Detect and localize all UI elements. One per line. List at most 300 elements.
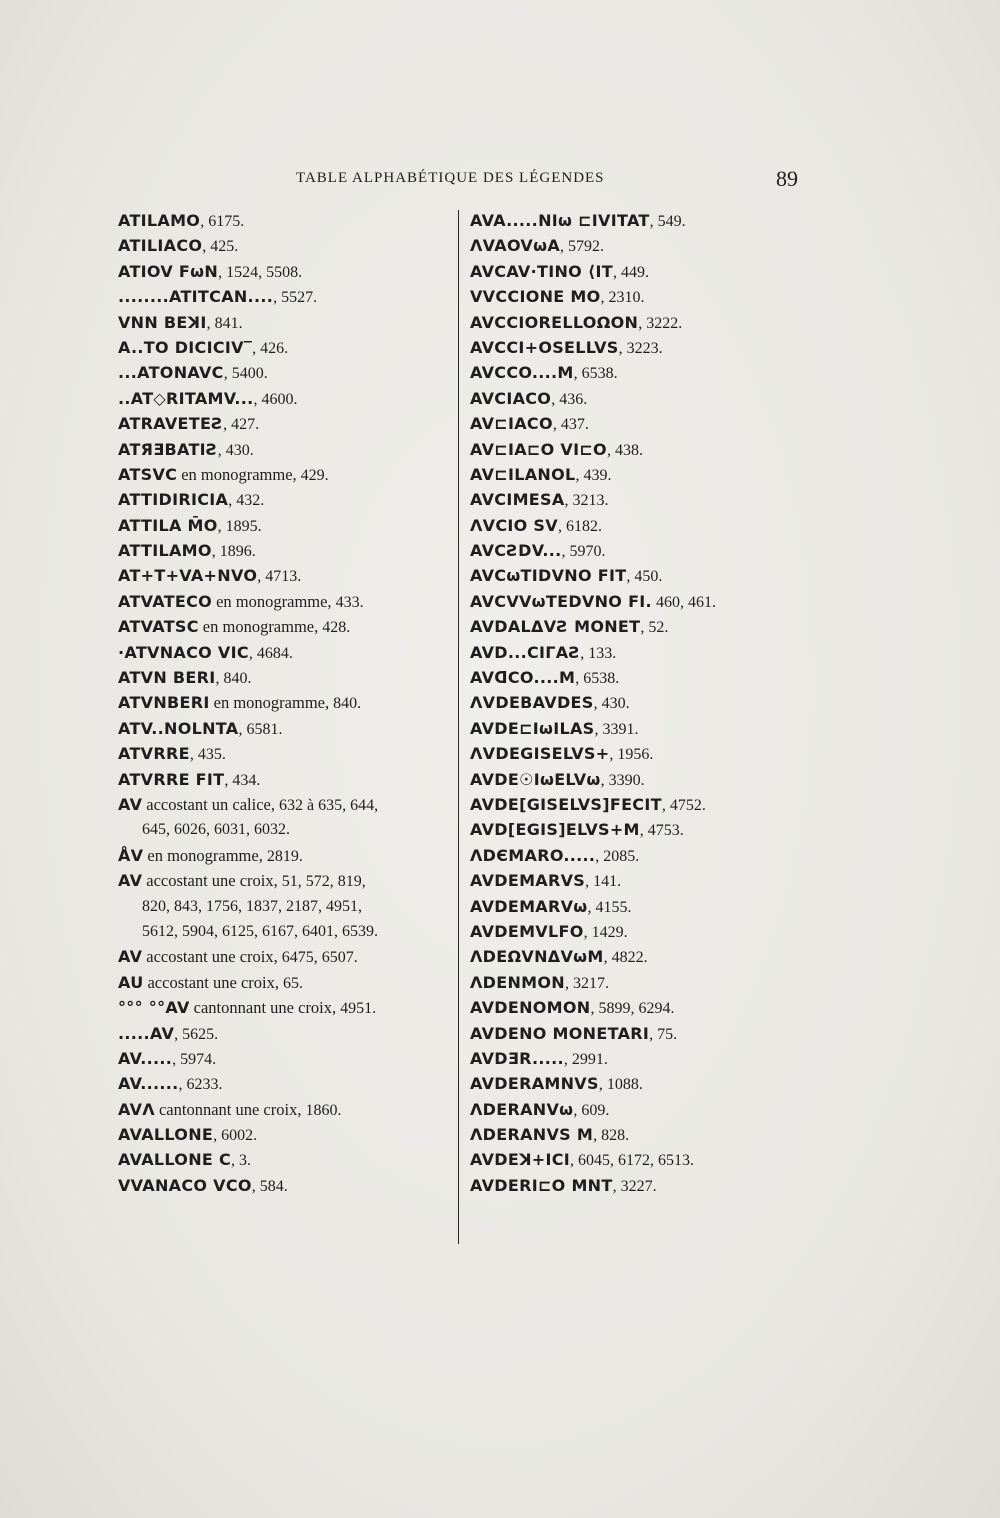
- entry-separator: ,: [228, 492, 237, 510]
- entry-legend: ΛDERANVS M: [470, 1125, 594, 1145]
- index-entry: [470, 335, 830, 360]
- index-entry: [470, 716, 830, 741]
- entry-legend: ATVATSC: [118, 617, 199, 637]
- entry-legend: AVDEMVLFO: [470, 921, 584, 941]
- entry-separator: ,: [565, 974, 573, 992]
- entry-references: 840.: [223, 670, 252, 688]
- index-entry: [118, 894, 458, 919]
- entry-separator: ,: [640, 619, 649, 637]
- entry-references: 5792.: [568, 238, 605, 256]
- entry-separator: ,: [238, 720, 247, 738]
- entry-references: 2991.: [571, 1050, 608, 1068]
- entry-separator: ,: [661, 796, 670, 814]
- entry-separator: ,: [600, 289, 609, 307]
- index-entry: [118, 462, 458, 487]
- entry-references: 3222.: [646, 314, 683, 332]
- entry-separator: ,: [564, 492, 573, 510]
- entry-legend: ATV..NOLNTA: [118, 718, 239, 738]
- index-entry: [118, 970, 458, 995]
- index-entry: [118, 665, 458, 690]
- entry-legend: AVCVVωTEDVNO FI.: [470, 591, 652, 611]
- entry-separator: ,: [223, 416, 232, 434]
- entry-separator: ,: [593, 1127, 602, 1145]
- entry-legend: AVDENOMON: [470, 998, 591, 1018]
- entry-separator: ,: [560, 238, 569, 256]
- entry-separator: ,: [575, 670, 584, 688]
- entry-separator: ,: [215, 670, 224, 688]
- entry-references: 450.: [634, 568, 663, 586]
- index-entry: [470, 1173, 830, 1198]
- entry-separator: ,: [609, 746, 618, 764]
- entry-references: 434.: [232, 771, 261, 789]
- entry-separator: ,: [253, 390, 262, 408]
- entry-separator: ,: [587, 898, 596, 916]
- entry-references: 3390.: [608, 771, 645, 789]
- entry-legend: .....AV: [118, 1023, 175, 1043]
- entry-legend: AVDEMARVω: [470, 896, 588, 916]
- entry-separator: ,: [213, 1127, 222, 1145]
- entry-legend: °°° °°AV: [118, 998, 190, 1018]
- index-entry: [118, 843, 458, 868]
- index-entry: [118, 538, 458, 563]
- entry-note: en monogramme,: [216, 591, 332, 611]
- entry-references: 427.: [231, 416, 260, 434]
- entry-legend: AVCIACO: [470, 388, 552, 408]
- entry-references: 3227.: [620, 1177, 657, 1195]
- index-entry: [470, 995, 830, 1020]
- entry-references: 436.: [559, 390, 588, 408]
- entry-legend: ÅV: [118, 845, 144, 865]
- index-entry: [470, 1122, 830, 1147]
- entry-references: 2819.: [266, 847, 303, 865]
- entry-legend: AVCIMESA: [470, 490, 565, 510]
- index-entry: [118, 1021, 458, 1046]
- entry-legend: ATVN BERI: [118, 668, 216, 688]
- entry-separator: ,: [257, 568, 266, 586]
- entry-legend: AV......: [118, 1074, 179, 1094]
- entry-separator: ,: [224, 771, 233, 789]
- entry-legend: AVCCO....M: [470, 363, 574, 383]
- entry-references: 426.: [260, 339, 289, 357]
- entry-legend: ΛVCIO SV: [470, 515, 558, 535]
- entry-separator: ,: [218, 263, 227, 281]
- entry-separator: ,: [206, 314, 215, 332]
- entry-legend: AVDALΔVƧ MONET: [470, 617, 641, 637]
- entry-references: 6002.: [221, 1127, 258, 1145]
- entry-legend: AV: [118, 794, 143, 814]
- entry-references: 75.: [657, 1025, 678, 1043]
- index-entry: [470, 487, 830, 512]
- index-entry: [470, 868, 830, 893]
- entry-references: 429.: [300, 466, 329, 484]
- entry-note: accostant une croix,: [146, 947, 278, 967]
- index-entry: [118, 411, 458, 436]
- entry-legend: ATVRRE: [118, 744, 190, 764]
- index-entry: [470, 208, 830, 233]
- entry-separator: ,: [223, 365, 232, 383]
- entry-references: 6045, 6172, 6513.: [578, 1152, 695, 1170]
- entry-separator: ,: [557, 517, 566, 535]
- index-entry: [118, 716, 458, 741]
- entry-legend: AT+T+VA+NVO: [118, 566, 258, 586]
- entry-legend: ΛVDEBAVDES: [470, 693, 594, 713]
- entry-references: 828.: [601, 1127, 630, 1145]
- entry-legend: AV⊏ILANOL: [470, 464, 576, 484]
- entry-references: 425.: [210, 238, 239, 256]
- entry-legend: ATILIACO: [118, 236, 203, 256]
- entry-references: 584.: [259, 1177, 288, 1195]
- index-entry: [118, 741, 458, 766]
- index-entry: [470, 360, 830, 385]
- index-entry: [470, 513, 830, 538]
- index-entry: [118, 817, 458, 842]
- entry-legend: AVDENO MONETARI: [470, 1023, 650, 1043]
- entry-legend: AU: [118, 972, 144, 992]
- entry-references: 3223.: [626, 339, 663, 357]
- entry-separator: ,: [593, 695, 602, 713]
- entry-legend: AV.....: [118, 1048, 173, 1068]
- entry-separator: ,: [638, 314, 647, 332]
- entry-separator: ,: [585, 873, 594, 891]
- entry-legend: AVCωTIDVNO FIT: [470, 566, 627, 586]
- entry-legend: AVA.....NIω ⊏IVITAT: [470, 211, 650, 230]
- entry-legend: ATЯƎBATIƧ: [118, 439, 218, 459]
- index-entry: [118, 792, 458, 817]
- entry-separator: ,: [172, 1050, 181, 1068]
- left-column: [118, 208, 458, 1198]
- entry-references: 840.: [333, 695, 362, 713]
- index-entry: [470, 894, 830, 919]
- entry-references: 3213.: [572, 492, 609, 510]
- entry-separator: ,: [200, 213, 209, 230]
- entry-references: 5527.: [281, 289, 318, 307]
- entry-legend: AVΛ: [118, 1099, 155, 1119]
- entry-references: 6475, 6507.: [281, 949, 358, 967]
- entry-references: 4684.: [256, 644, 293, 662]
- entry-separator: ,: [639, 822, 648, 840]
- entry-references: 1429.: [591, 923, 628, 941]
- entry-references: 820, 843, 1756, 1837, 2187, 4951,: [142, 897, 362, 915]
- entry-legend: ATTILAMO: [118, 541, 212, 561]
- entry-legend: AVDEMARVS: [470, 871, 586, 891]
- entry-references: 433.: [335, 593, 364, 611]
- entry-legend: A..TO DICICIV‾: [118, 337, 253, 357]
- entry-legend: AVDERI⊏O MNT: [470, 1175, 613, 1195]
- entry-references: 609.: [581, 1101, 610, 1119]
- entry-separator: ,: [248, 644, 257, 662]
- index-entry: [118, 1046, 458, 1071]
- entry-legend: AVALLONE C: [118, 1150, 232, 1170]
- entry-references: 6581.: [246, 720, 283, 738]
- entry-legend: AVD...CIΓAƧ: [470, 642, 581, 662]
- entry-references: 6538.: [581, 365, 618, 383]
- entry-references: 5899, 6294.: [598, 1000, 675, 1018]
- entry-legend: ATSVC: [118, 464, 178, 484]
- entry-separator: ,: [174, 1025, 183, 1043]
- entry-separator: ,: [570, 1152, 579, 1170]
- index-entry: [470, 1021, 830, 1046]
- entry-separator: ,: [606, 441, 615, 459]
- entry-legend: AVDERAMNVS: [470, 1074, 599, 1094]
- entry-note: accostant une croix,: [146, 871, 278, 891]
- entry-separator: ,: [618, 339, 627, 357]
- entry-references: 6182.: [565, 517, 602, 535]
- entry-legend: AV: [118, 947, 143, 967]
- index-entry: [470, 259, 830, 284]
- index-entry: [470, 792, 830, 817]
- entry-legend: ATTIDIRICIA: [118, 490, 229, 510]
- entry-references: 6233.: [186, 1076, 223, 1094]
- entry-legend: ΛVAOVωA: [470, 236, 561, 256]
- entry-separator: ,: [575, 466, 584, 484]
- entry-references: 1088.: [606, 1076, 643, 1094]
- index-entry: [470, 411, 830, 436]
- entry-references: 2310.: [608, 289, 645, 307]
- index-entry: [470, 640, 830, 665]
- entry-legend: ATRAVETEƧ: [118, 414, 224, 434]
- entry-separator: ,: [231, 1152, 240, 1170]
- index-entry: [118, 335, 458, 360]
- index-entry: [470, 843, 830, 868]
- entry-references: 4951.: [340, 1000, 377, 1018]
- entry-separator: ,: [563, 1050, 572, 1068]
- index-entry: [470, 437, 830, 462]
- entry-references: 6538.: [583, 670, 620, 688]
- entry-legend: ATIOV FωN: [118, 261, 219, 281]
- index-entry: [118, 944, 458, 969]
- index-entry: [470, 310, 830, 335]
- entry-legend: ΛDEΩVNΔVωM: [470, 947, 604, 967]
- entry-separator: ,: [217, 517, 226, 535]
- entry-separator: ,: [252, 339, 261, 357]
- index-entry: [118, 386, 458, 411]
- entry-legend: ATVRRE FIT: [118, 769, 225, 789]
- index-entry: [470, 233, 830, 258]
- entry-references: 430.: [601, 695, 630, 713]
- entry-legend: AVDEꓘ+ICI: [470, 1150, 571, 1170]
- entry-references: 3391.: [602, 720, 639, 738]
- index-entry: [470, 944, 830, 969]
- index-entry: [118, 310, 458, 335]
- index-entry: [470, 817, 830, 842]
- entry-references: 4753.: [647, 822, 684, 840]
- entry-legend: AV⊏IACO: [470, 414, 553, 434]
- entry-legend: ...ATONAVC: [118, 363, 224, 383]
- entry-separator: ,: [612, 1177, 621, 1195]
- entry-separator: ,: [598, 1076, 607, 1094]
- entry-legend: ATVNBERI: [118, 693, 210, 713]
- entry-separator: ,: [561, 543, 570, 561]
- entry-legend: AVDE☉IωELVω: [470, 769, 601, 789]
- entry-separator: ,: [613, 263, 621, 281]
- entry-references: 1860.: [305, 1101, 342, 1119]
- index-entry: [118, 1147, 458, 1172]
- entry-legend: ·ATVNACO VIC: [118, 642, 249, 662]
- entry-legend: AVᗡCO....M: [470, 668, 576, 688]
- entry-separator: ,: [600, 771, 609, 789]
- index-entry: [470, 690, 830, 715]
- entry-legend: ΛDERANVω: [470, 1099, 574, 1119]
- entry-legend: AVD[EGIS]ELVS+M: [470, 820, 640, 840]
- index-entry: [470, 386, 830, 411]
- entry-legend: AVALLONE: [118, 1125, 214, 1145]
- entry-legend: AVDE[GISELVS]FECIT: [470, 794, 662, 814]
- entry-legend: ΛDЄMARO.....: [470, 845, 596, 865]
- entry-references: 5612, 5904, 6125, 6167, 6401, 6539.: [142, 922, 378, 940]
- entry-references: 65.: [282, 974, 303, 992]
- index-entry: [118, 233, 458, 258]
- entry-legend: AVCCI+OSELLVS: [470, 337, 619, 357]
- index-entry: [118, 919, 458, 944]
- page-number: 89: [776, 166, 798, 191]
- entry-references: 435.: [197, 746, 226, 764]
- entry-references: 4600.: [261, 390, 298, 408]
- entry-references: 3.: [239, 1152, 252, 1170]
- entry-note: en monogramme,: [147, 845, 263, 865]
- entry-legend: ATVATECO: [118, 591, 213, 611]
- entry-separator: ,: [211, 543, 220, 561]
- entry-separator: ,: [649, 1025, 658, 1043]
- index-entry: [470, 462, 830, 487]
- entry-references: 4752.: [669, 796, 706, 814]
- index-entry: [118, 767, 458, 792]
- entry-references: 133.: [588, 644, 617, 662]
- entry-references: 430.: [225, 441, 254, 459]
- entry-references: 4822.: [611, 949, 648, 967]
- index-entry: [118, 1097, 458, 1122]
- entry-references: 52.: [648, 619, 669, 637]
- index-entry: [470, 538, 830, 563]
- entry-references: 841.: [214, 314, 243, 332]
- entry-references: 1524, 5508.: [226, 263, 303, 281]
- entry-legend: AV: [118, 871, 143, 891]
- index-entry: [118, 614, 458, 639]
- entry-separator: ,: [649, 213, 658, 230]
- index-entry: [118, 208, 458, 233]
- index-entry: [118, 563, 458, 588]
- entry-separator: ,: [551, 390, 560, 408]
- index-entry: [470, 665, 830, 690]
- index-entry: [118, 640, 458, 665]
- entry-legend: ATILAMO: [118, 211, 201, 230]
- entry-legend: ATTILA M̄O: [118, 515, 218, 535]
- entry-references: 5400.: [231, 365, 268, 383]
- entry-separator: ,: [251, 1177, 260, 1195]
- index-entry: [118, 1173, 458, 1198]
- entry-references: 51, 572, 819,: [281, 873, 366, 891]
- index-entry: [118, 1071, 458, 1096]
- entry-legend: AVDE⊏IωILAS: [470, 718, 595, 738]
- entry-references: 438.: [614, 441, 643, 459]
- entry-legend: AVCƧDV...: [470, 541, 562, 561]
- entry-references: 1895.: [225, 517, 262, 535]
- entry-note: accostant un calice,: [146, 794, 276, 814]
- index-entry: [470, 919, 830, 944]
- entry-legend: AV⊏IA⊏O VI⊏O: [470, 439, 607, 459]
- index-entry: [470, 563, 830, 588]
- entry-separator: ,: [580, 644, 589, 662]
- entry-references: 449.: [621, 263, 649, 281]
- entry-references: 432.: [236, 492, 265, 510]
- entry-note: cantonnant une croix,: [193, 998, 337, 1018]
- index-entry: [470, 767, 830, 792]
- entry-separator: ,: [552, 416, 561, 434]
- index-entry: [470, 284, 830, 309]
- index-entry: [470, 1071, 830, 1096]
- entry-separator: ,: [202, 238, 211, 256]
- index-entry: [470, 614, 830, 639]
- entry-note: en monogramme,: [181, 464, 297, 484]
- entry-legend: ........ATITCAN....: [118, 287, 274, 307]
- entry-references: 5625.: [182, 1025, 219, 1043]
- entry-references: 4713.: [265, 568, 302, 586]
- entry-references: 2085.: [603, 847, 640, 865]
- entry-separator: ,: [573, 1101, 582, 1119]
- index-entry: [470, 589, 830, 614]
- entry-separator: ,: [583, 923, 592, 941]
- index-entry: [118, 995, 458, 1020]
- entry-references: 5974.: [180, 1050, 217, 1068]
- index-entry: [118, 284, 458, 309]
- entry-references: 3217.: [573, 974, 609, 992]
- index-entry: [118, 437, 458, 462]
- entry-legend: AVDƎR.....: [470, 1048, 564, 1068]
- index-entry: [118, 513, 458, 538]
- entry-references: 437.: [560, 416, 589, 434]
- right-column: [470, 208, 830, 1198]
- entry-legend: ..AT◇RITAMV...: [118, 388, 254, 408]
- entry-separator: ,: [217, 441, 226, 459]
- entry-legend: AVCCIORELLOΩON: [470, 312, 639, 332]
- entry-note: accostant une croix,: [147, 972, 279, 992]
- entry-references: 645, 6026, 6031, 6032.: [142, 821, 290, 839]
- index-entry: [118, 589, 458, 614]
- entry-legend: ΛDENMON: [470, 972, 565, 992]
- entry-separator: ,: [273, 289, 282, 307]
- entry-note: en monogramme,: [202, 617, 319, 637]
- entry-references: 549.: [657, 213, 686, 230]
- entry-separator: ,: [603, 949, 612, 967]
- entry-separator: ,: [178, 1076, 187, 1094]
- entry-separator: ,: [590, 1000, 599, 1018]
- entry-note: cantonnant une croix,: [158, 1099, 302, 1119]
- entry-references: 632 à 635, 644,: [279, 796, 379, 814]
- entry-references: 141.: [593, 873, 622, 891]
- index-entry: [118, 690, 458, 715]
- index-entry: [470, 970, 830, 995]
- index-entry: [118, 1122, 458, 1147]
- entry-references: 439.: [583, 466, 612, 484]
- entry-separator: ,: [189, 746, 198, 764]
- entry-separator: ,: [595, 847, 604, 865]
- entry-references: 5970.: [569, 543, 606, 561]
- entry-references: 4155.: [595, 898, 632, 916]
- index-entry: [470, 1046, 830, 1071]
- index-entry: [118, 360, 458, 385]
- entry-separator: ,: [626, 568, 635, 586]
- entry-legend: AVCAV·TINO ⟨IT: [470, 261, 613, 281]
- entry-legend: VNN BEꓘI: [118, 312, 207, 332]
- entry-separator: ,: [594, 720, 603, 738]
- running-head: TABLE ALPHABÉTIQUE DES LÉGENDES: [296, 170, 605, 186]
- entry-references: 428.: [322, 619, 351, 637]
- entry-references: 1896.: [219, 543, 256, 561]
- entry-references: 460, 461.: [655, 593, 716, 611]
- index-entry: [118, 487, 458, 512]
- entry-separator: ,: [573, 365, 582, 383]
- entry-legend: ΛVDEGISELVS+: [470, 744, 610, 764]
- column-divider: [458, 210, 459, 1244]
